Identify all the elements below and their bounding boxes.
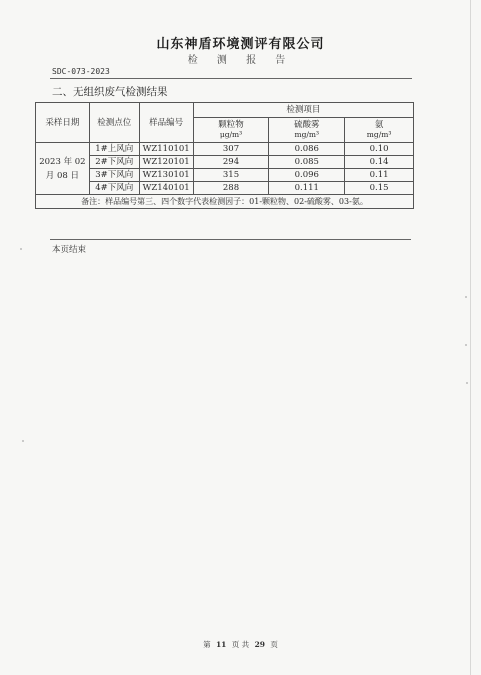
col-header-items: 检测项目 <box>193 103 413 118</box>
document-code: SDC-073-2023 <box>52 67 110 76</box>
scan-speck <box>20 248 22 250</box>
scan-speck <box>22 440 24 442</box>
header-rule <box>50 78 412 79</box>
results-table <box>35 102 414 209</box>
table-row <box>36 169 414 182</box>
item-unit: mg/m³ <box>294 130 320 139</box>
footer-suffix: 页 <box>270 640 278 649</box>
footer-page-number: 11 <box>215 640 227 649</box>
ammonia-value: 0.10 <box>345 143 414 156</box>
item-name: 硫酸雾 <box>294 120 320 130</box>
item-header-particulate <box>193 118 269 143</box>
particulate-value: 294 <box>193 156 269 169</box>
particulate-value: 288 <box>193 182 269 195</box>
particulate-value: 307 <box>193 143 269 156</box>
table-row <box>36 182 414 195</box>
ammonia-value: 0.15 <box>345 182 414 195</box>
date-line-2: 月 08 日 <box>45 170 80 181</box>
page-footer <box>0 639 481 650</box>
sample-cell: WZ120101 <box>139 156 193 169</box>
item-name: 氨 <box>374 120 384 130</box>
table-row <box>36 156 414 169</box>
col-header-date: 采样日期 <box>36 103 90 143</box>
section-title: 二、无组织废气检测结果 <box>52 86 168 98</box>
scan-speck <box>465 296 467 298</box>
item-header-ammonia <box>345 118 414 143</box>
sulfuric-mist-value: 0.111 <box>269 182 345 195</box>
sampling-date-cell <box>36 143 90 195</box>
note-row <box>36 195 414 209</box>
ammonia-value: 0.14 <box>345 156 414 169</box>
sulfuric-mist-value: 0.086 <box>269 143 345 156</box>
particulate-value: 315 <box>193 169 269 182</box>
footer-prefix: 第 <box>203 640 211 649</box>
company-name: 山东神盾环境测评有限公司 <box>156 37 325 52</box>
point-cell: 4#下风向 <box>89 182 139 195</box>
footer-total-pages: 29 <box>254 640 266 649</box>
report-type: 检 测 报 告 <box>187 55 294 66</box>
point-cell: 2#下风向 <box>89 156 139 169</box>
col-header-point: 检测点位 <box>89 103 139 143</box>
header-row <box>36 103 414 118</box>
point-cell: 1#上风向 <box>89 143 139 156</box>
table-row <box>36 143 414 156</box>
table-note: 备注：样品编号第三、四个数字代表检测因子：01-颗粒物、02-硫酸雾、03-氨。 <box>36 195 414 209</box>
sulfuric-mist-value: 0.085 <box>269 156 345 169</box>
page-end-text: 本页结束 <box>52 245 87 255</box>
point-cell: 3#下风向 <box>89 169 139 182</box>
date-line-1: 2023 年 02 <box>39 156 86 167</box>
sample-cell: WZ130101 <box>139 169 193 182</box>
scan-speck <box>466 382 468 384</box>
item-name: 颗粒物 <box>218 120 244 130</box>
item-unit: μg/m³ <box>219 130 243 139</box>
sample-cell: WZ140101 <box>139 182 193 195</box>
sulfuric-mist-value: 0.096 <box>269 169 345 182</box>
page-edge <box>470 0 471 675</box>
scan-speck <box>465 344 467 346</box>
sample-cell: WZ110101 <box>139 143 193 156</box>
item-header-sulfuric-mist <box>269 118 345 143</box>
item-unit: mg/m³ <box>366 130 392 139</box>
col-header-sample: 样品编号 <box>139 103 193 143</box>
ammonia-value: 0.11 <box>345 169 414 182</box>
footer-middle: 页 共 <box>231 640 250 649</box>
end-rule <box>50 239 411 240</box>
